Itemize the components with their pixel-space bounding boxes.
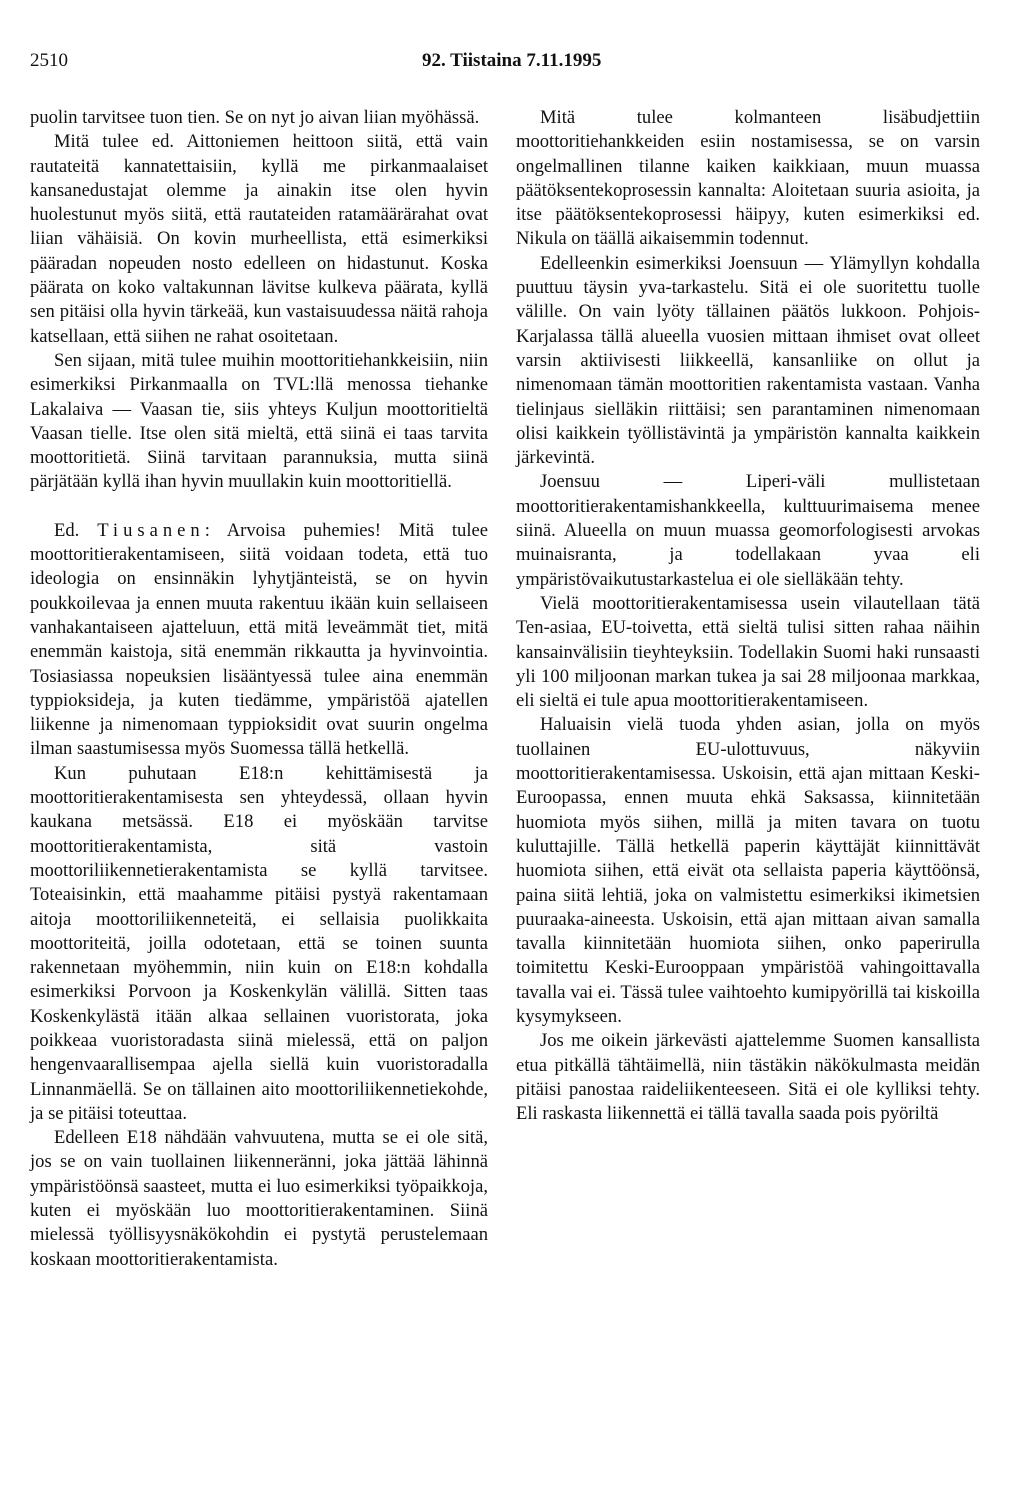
page-header	[30, 50, 994, 80]
speaker-prefix: Ed.	[54, 519, 80, 541]
page-number: 2510	[30, 50, 68, 71]
paragraph: Sen sijaan, mitä tulee muihin moottoritiehankkeisiin, niin esimerkiksi Pirkanmaalla on TVL:llä menossa tiehanke Lakalaiva — Vaasan tie, siis yhteys Kuljun moottoritieltä Vaasan tielle. Itse olen sitä mieltä, että siinä ei taas tarvita moottoritietä. Siinä tarvitaan parannuksia, mutta siinä pärjätään kyllä ihan hyvin muullakin kuin moottoritiellä.	[30, 349, 488, 493]
paragraph: Edelleenkin esimerkiksi Joensuun — Ylämyllyn kohdalla puuttuu täysin yva-tarkastelu. Sitä ei ole suoritettu tuolle välille. On vain lyöty tällainen päätös lukkoon. Pohjois-Karjalassa tällä alueella vuosien mittaan ihmiset ovat olleet varsin aktiivisesti liikkeellä, kansanliike on ollut ja nimenomaan tämän moottoritien rakentamista vastaan. Vanha tielinjaus sielläkin riittäisi; sen parantaminen nimenomaan olisi kaikkein työllistävintä ja ympäristön kannalta kaikkein järkevintä.	[516, 252, 980, 469]
paragraph: puolin tarvitsee tuon tien. Se on nyt jo aivan liian myöhässä.	[30, 107, 480, 128]
paragraph: Jos me oikein järkevästi ajattelemme Suomen kansallista etua pitkällä tähtäimellä, niin tästäkin näkökulmasta meidän pitäisi panostaa raideliikenteeseen. Sitä ei ole kylliksi tehty. Eli raskasta liikennettä ei tällä tavalla saada pois pyöriltä	[516, 1030, 980, 1125]
paragraph: Edelleen E18 nähdään vahvuutena, mutta se ei ole sitä, jos se on vain tuollainen liikenneränni, joka jättää lähinnä ympäristöönsä saasteet, mutta ei luo esimerkiksi työpaikkoja, kuten ei myöskään luo moottoritierakentaminen. Siinä mielessä työllisyysnäkökohdin ei pystytä perustelemaan koskaan moottoritierakentamista.	[30, 1127, 488, 1270]
paragraph: Mitä tulee ed. Aittoniemen heittoon siitä, että vain rautateitä kannatettaisiin, kyllä me pirkanmaalaiset kansanedustajat olemme ja ainakin itse olen hyvin huolestunut myös siitä, että rautateiden ratamäärärahat ovat liian vähäisiä. On kovin murheellista, että esimerkiksi pääradan nopeuden nosto edelleen on hidastunut. Koska päärata on koko valtakunnan lävitse kulkeva päärata, kyllä sen pitäisi olla hyvin tärkeää, kun vastaisuudessa näitä rahoja katsellaan, että siihen ne rahat osoitetaan.	[30, 131, 488, 347]
paragraph: Mitä tulee kolmanteen lisäbudjettiin moottoritiehankkeiden esiin nostamisessa, se on varsin ongelmallinen tilanne kaiken kaikkiaan, muun muassa päätöksentekoprosessin kannalta: Aloitetaan suuria asioita, ja itse päätöksentekoprosessi häipyy, kuten esimerkiksi ed. Nikula on täällä aikaisemmin todennut.	[516, 107, 980, 250]
paragraph: Kun puhutaan E18:n kehittämisestä ja moottoritierakentamisesta sen yhteydessä, ollaan hyvin kaukana metsässä. E18 ei myöskään tarvitse moottoritierakentamista, sitä vastoin moottoriliikennetierakentamista se kyllä tarvitsee. Toteaisinkin, että maahamme pitäisi pystyä rakentamaan aitoja moottoriliikenneteitä, ei sellaisia puolikkaita moottoriteitä, joilla odotetaan, että se toinen suunta rakennetaan myöhemmin, niin kuin on E18:n kohdalla esimerkiksi Porvoon ja Koskenkylän välillä. Sitten taas Koskenkylästä itään alkaa sellainen vuoristorata, joka poikkeaa vuoristoradasta siinä mielessä, että on paljon hengenvaarallisempaa ajella siellä kuin vuoristoradalla Linnanmäellä. Se on tällainen aito moottoriliikennetiekohde, ja se pitäisi toteuttaa.	[30, 762, 488, 1124]
paragraph: Vielä moottoritierakentamisessa usein vilautellaan tätä Ten-asiaa, EU-toivetta, että sieltä tulisi sitten rahaa näihin kansainvälisiin tieyhteyksiin. Todellakin Suomi haki runsaasti yli 100 miljoonan markan tukea ja sai 28 miljoonaa markkaa, eli sieltä ei tule apua moottoritierakentamiseen.	[516, 592, 980, 712]
speech-text: : Arvoisa puhemies! Mitä tulee moottoritierakentamiseen, siitä voidaan todeta, että tuo ideologia on ensinnäkin lyhytjänteistä, se on hyvin poukkoilevaa ja ennen muuta rakentuu ikään kuin sellaiseen vanhakantaiseen ajatteluun, että mitä leveämmät tiet, mitä enemmän kaistoja, sitä enemmän rikkautta ja hyvinvointia. Tosiasiassa nopeuksien lisääntyessä tulee aina enemmän typpioksideja, ja kuten tiedämme, ympäristöä ajatellen liikenne ja nimenomaan typpioksidit ovat suurin ongelma ilman saastumisessa myös Suomessa tällä hetkellä.	[30, 519, 488, 760]
speech-paragraph	[30, 519, 488, 762]
paragraph: Joensuu — Liperi-väli mullistetaan moottoritierakentamishankkeella, kulttuurimaisema menee siinä. Alueella on muun muassa geomorfologisesti arvokas muinaisranta, ja todellakaan yvaa eli ympäristövaikutustarkastelua ei ole sielläkään tehty.	[516, 471, 980, 590]
left-column	[30, 106, 488, 1272]
paragraph: Haluaisin vielä tuoda yhden asian, jolla on myös tuollainen EU-ulottuvuus, näkyviin moottoritierakentamisessa. Uskoisin, että ajan mittaan Keski-Euroopassa, ennen muuta ehkä Saksassa, kiinnitetään huomiota myös siihen, millä ja miten tavara on tuotu kuluttajille. Tällä hetkellä paperin käyttäjät kiinnittävät huomiota siihen, että eivät ota sellaista paperia käyttöönsä, paina siitä lehtiä, joka on valmistettu esimerkiksi ikimetsien puuraaka-aineesta. Uskoisin, että ajan mittaan aivan samalla tavalla kiinnitetään huomiota siihen, onko paperirulla toimitettu Keski-Eurooppaan ympäristöä vahingoittavalla tavalla vai ei. Tässä tulee vaihtoehto kumipyörillä tai kiskoilla kysymykseen.	[516, 714, 980, 1027]
running-head: 92. Tiistaina 7.11.1995	[422, 50, 602, 71]
right-column	[516, 106, 980, 1126]
speaker-name: Tiusanen	[97, 519, 205, 541]
